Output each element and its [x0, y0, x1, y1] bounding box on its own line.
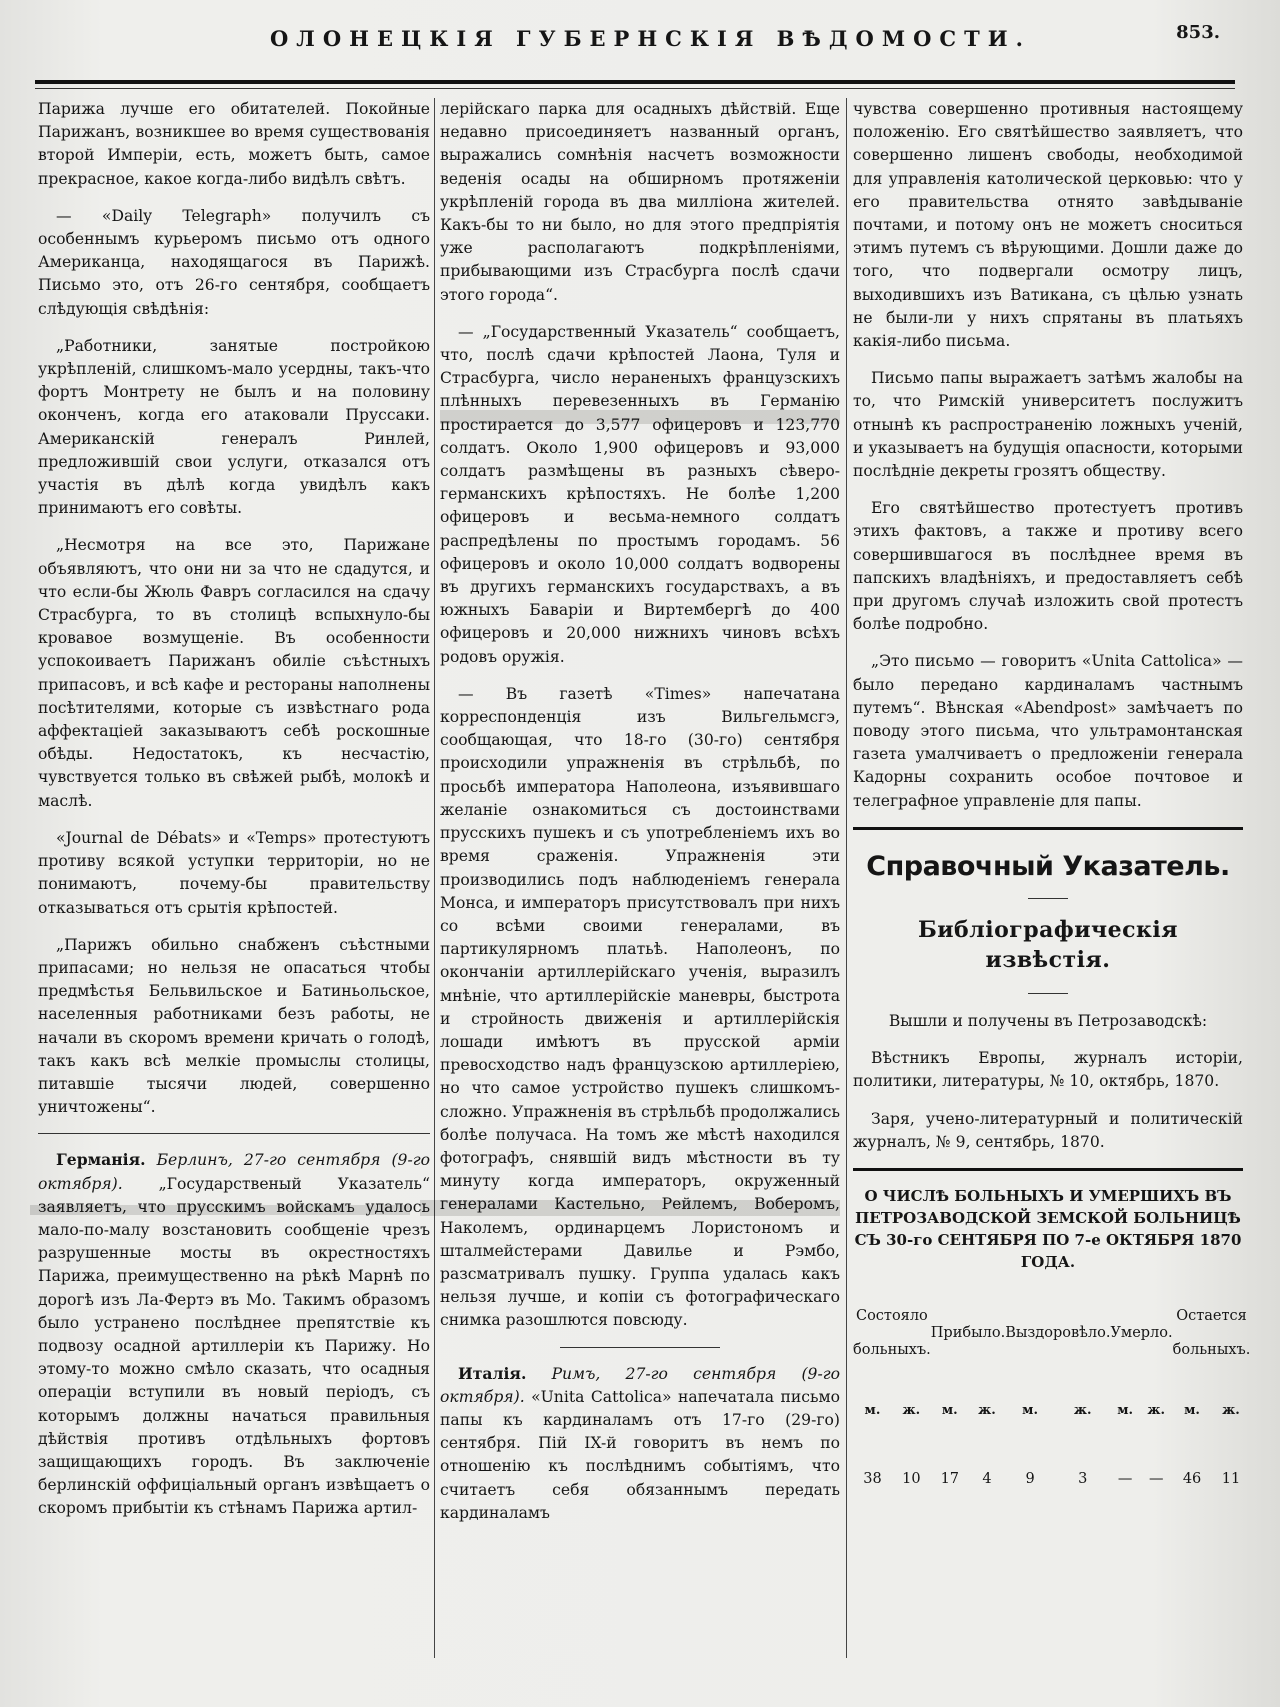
article-text: „Парижъ обильно снабженъ съѣстными припасами; но нельзя не опасаться чтобы предмѣстья Бельвильское и Батиньольское, населенныя работниками безъ работы, не начали въ скоромъ времени кричать о голодѣ, такъ какъ всѣ мелкіе промыслы столицы, питавшіе тысячи людей, совершенно уничтожены“.: [38, 935, 430, 1117]
sex-label: м.: [941, 1402, 958, 1418]
table-row: [853, 1428, 1250, 1497]
section-heading: Италія.: [458, 1363, 527, 1383]
bibliography-heading: Библіографическія извѣстія.: [917, 916, 1179, 973]
table-cell: 17: [940, 1471, 960, 1488]
column-3: [853, 98, 1251, 1497]
bibliography-intro: Вышли и получены въ Петрозаводскѣ:: [888, 1011, 1208, 1030]
column-2: [440, 98, 840, 1539]
column-divider: [434, 98, 435, 1658]
short-divider: [1028, 898, 1068, 899]
article-text: — „Государственный Указатель“ сообщаетъ, что, послѣ сдачи крѣпостей Лаона, Туля и Страсбурга, число нераненыхъ французскихъ плѣнныхъ перевезенныхъ въ Германію простирается до 3,577 офицеровъ и 123,770 солдатъ. Около 1,900 офицеровъ и 93,000 солдатъ размѣщены въ разныхъ сѣверо-германскихъ крѣпостяхъ. Не болѣе 1,200 офицеровъ и весьма-немного солдатъ распредѣлены по простымъ городамъ. 56 офицеровъ и около 10,000 солдатъ водворены въ другихъ германскихъ государствахъ, а въ южныхъ Баваріи и Виртембергѣ до 400 офицеровъ и 20,000 нижнихъ чиновъ всѣхъ родовъ оружія.: [440, 322, 840, 666]
table-cell: —: [1148, 1471, 1164, 1488]
sex-label: м.: [864, 1402, 881, 1418]
sex-label: м.: [1117, 1402, 1134, 1418]
germany-section: [38, 1148, 430, 1520]
article-text: „Государственый Указатель“ заявляетъ, что прусскимъ войскамъ удалось мало-по-малу возстановить сообщеніе чрезъ разрушенные мосты въ окрестностяхъ Парижа, преимущественно на рѣкѣ Марнѣ по дорогѣ изъ Ла-Фертэ въ Мо. Такимъ образомъ было устранено послѣднее препятствіе къ подвозу осадной артиллеріи къ Парижу. Но этому-то можно смѣло сказать, что осадныя операціи вступили въ новый періодъ, съ которымъ должны начаться правильныя дѣйствія противъ отдѣльныхъ фортовъ защищающихъ городъ. Въ заключеніе берлинскій оффиціальный органъ извѣщаетъ о скоромъ прибытіи къ стѣнамъ Парижа артил-: [38, 1174, 430, 1518]
section-rule: [853, 827, 1243, 830]
dateline: Берлинъ, 27-го сентября (9-го октября).: [38, 1151, 430, 1193]
article-text: „Это письмо — говоритъ «Unita Cattolica» — было передано кардиналамъ частнымъ путемъ“. Вѣнская «Abendpost» замѣчаетъ по поводу этого письма, что ультрамонтанская газета умалчиваетъ о предложеніи генерала Кадорны сохранить особое почтовое и телеграфное управленіе для папы.: [853, 652, 1243, 810]
column-divider: [846, 98, 847, 1658]
sex-label: ж.: [1222, 1402, 1240, 1418]
table-cell: 38: [863, 1471, 882, 1488]
table-header-row: [853, 1293, 1250, 1373]
table-cell: 10: [902, 1471, 921, 1488]
column-header: Прибыло.: [930, 1324, 1006, 1341]
italy-section: [440, 1362, 840, 1525]
article-text: „Несмотря на все это, Парижане объявляютъ, что они ни за что не сдадутся, и что если-бы Жюль Фавръ согласился на сдачу Страсбурга, то въ столицѣ вспыхнуло-бы кровавое возмущеніе. Въ особенности успокоиваетъ Парижанъ обиліе съѣстныхъ припасовъ, и всѣ кафе и рестораны наполнены посѣтителями, которые съ извѣстнаго рода аффектаціей заказываютъ себѣ роскошные обѣды. Недостатокъ, къ несчастію, чувствуется только въ свѣжей рыбѣ, молокѣ и маслѣ.: [38, 536, 430, 810]
dateline: Римъ, 27-го сентября (9-го октября).: [440, 1364, 840, 1406]
table-cell: 9: [1025, 1471, 1035, 1488]
article-text: — Въ газетѣ «Times» напечатана корреспонденція изъ Вильгельмсгэ, сообщающая, что 18-го (30-го) сентября происходили упражненія въ стрѣльбѣ, по просьбѣ императора Наполеона, изъявившаго желаніе ознакомиться съ достоинствами прусскихъ пушекъ и съ употребленіемъ ихъ во время сраженія. Упражненія эти производились подъ наблюденіемъ генерала Монса, и императоръ присутствовалъ при нихъ со всѣми своими генералами, въ партикулярномъ платьѣ. Наполеонъ, по окончаніи артиллерійскаго ученія, выразилъ мнѣніе, что артиллерійскіе маневры, быстрота и стройность движенія и артиллерійскія лошади имѣютъ въ прусской арміи превосходство надъ французскою артиллеріею, но что самое устройство пушекъ слишкомъ-сложно. Упражненія въ стрѣльбѣ продолжались болѣе получаса. На томъ же мѣстѣ находился фотографъ, снявшій видъ мѣстности въ ту минуту когда императоръ, окруженный генералами Кастельно, Рейлемъ, Воберомъ, Наколемъ, ординарцемъ Лористономъ и шталмейстерами Давилье и Рэмбо, разсматривалъ пушку. Группа удалась какъ нельзя лучше, и копіи съ фотографическаго снимка разошлются повсюду.: [440, 684, 840, 1330]
sex-label: ж.: [902, 1402, 921, 1418]
sex-label: ж.: [1147, 1402, 1166, 1418]
column-header: Выздоровѣло.: [1005, 1324, 1111, 1341]
section-divider: [560, 1347, 720, 1348]
column-header: Умерло.: [1110, 1324, 1173, 1341]
sex-label: м.: [1184, 1402, 1200, 1418]
table-cell: 46: [1182, 1471, 1202, 1488]
section-heading: Германія.: [56, 1150, 146, 1170]
column-header: Остается больныхъ.: [1172, 1307, 1251, 1358]
table-sex-row: [853, 1373, 1250, 1428]
table-cell: 3: [1078, 1471, 1088, 1488]
article-text: Письмо папы выражаетъ затѣмъ жалобы на то, что Римскій университетъ послужитъ отнынѣ къ распространенію ложныхъ ученій, и указываетъ на будущія опасности, которыми послѣдніе декреты грозятъ обществу.: [853, 369, 1243, 481]
section-rule: [853, 1168, 1243, 1171]
page-number: 853.: [1176, 22, 1220, 43]
table-cell: 11: [1221, 1471, 1241, 1488]
column-1: [38, 98, 430, 1535]
section-divider: [38, 1133, 430, 1134]
header-rule: [35, 80, 1235, 84]
masthead: [60, 18, 1220, 58]
article-text: «Unita Cattolica» напечатала письмо папы къ кардиналамъ отъ 17-го (29-го) сентября. Пій IX-й говоритъ въ немъ по отношенію къ послѣднимъ событіямъ, что считаетъ себя обязаннымъ передать кардиналамъ: [440, 1387, 840, 1522]
article-text: Парижа лучше его обитателей. Покойные Парижанъ, возникшее во время существованія второй Имперіи, есть, можетъ быть, самое прекрасное, какое когда-либо видѣлъ свѣтъ.: [38, 100, 430, 188]
sex-label: м.: [1022, 1402, 1038, 1418]
article-text: „Работники, занятые постройкою укрѣпленій, слишкомъ-мало усердны, такъ-что фортъ Монтретy не былъ и на половину оконченъ, когда его атаковали Пруссаки. Американскій генералъ Ринлей, предложившій свои услуги, отказался отъ участія въ дѣлѣ когда увидѣлъ какъ принимаютъ его совѣты.: [38, 336, 430, 518]
header-rule-thin: [35, 88, 1235, 89]
column-header: Состояло больныхъ.: [853, 1307, 931, 1358]
article-text: чувства совершенно противныя настоящему положенію. Его святѣйшество заявляетъ, что совершенно лишенъ свободы, необходимой для управленія католической церковью: что у его правительства отнято завѣдываніе почтами, и потому онъ не можетъ сноситься этимъ путемъ съ вѣрующими. Дошли даже до того, что подвергали осмотру лицъ, выходившихъ изъ Ватикана, съ цѣлью узнать не были-ли у нихъ спрятаны въ платьяхъ какія-либо письма.: [853, 100, 1243, 351]
article-text: — «Daily Telegraph» получилъ съ особеннымъ курьеромъ письмо отъ одного Американца, находящагося въ Парижѣ. Письмо это, отъ 26-го сентября, сообщаетъ слѣдующія свѣдѣнія:: [38, 206, 430, 318]
table-cell: —: [1117, 1471, 1133, 1488]
article-text: Его святѣйшество протестуетъ противъ этихъ фактовъ, а также и противу всего совершившагося въ послѣднее время въ папскихъ владѣніяхъ, и предоставляетъ себѣ при другомъ случаѣ изложить свой протестъ болѣе подробно.: [853, 499, 1243, 634]
sex-label: ж.: [978, 1402, 996, 1418]
bibliography-entry: Вѣстникъ Европы, журналъ исторіи, политики, литературы, № 10, октябрь, 1870.: [853, 1049, 1243, 1091]
bibliography-entry: Заря, учено-литературный и политическій журналъ, № 9, сентябрь, 1870.: [853, 1109, 1243, 1151]
hospital-table: [853, 1293, 1250, 1497]
hospital-report-title: О ЧИСЛѢ БОЛЬНЫХЪ И УМЕРШИХЪ ВЪ ПЕТРОЗАВОДСКОЙ ЗЕМСКОЙ БОЛЬНИЦѢ СЪ 30-го СЕНТЯБРЯ ПО 7-е ОКТЯБРЯ 1870 ГОДА.: [854, 1186, 1242, 1271]
article-text: лерійскаго парка для осадныхъ дѣйствій. Еще недавно присоединяетъ названный органъ, выражались сомнѣнія насчетъ возможности веденія осады на обширномъ протяженіи укрѣпленій города въ два милліона жителей. Какъ-бы то ни было, но для этого предпріятія уже располагаютъ подкрѣпленіями, прибывающими изъ Страсбурга послѣ сдачи этого города“.: [440, 100, 840, 304]
reference-heading: Справочный Указатель.: [866, 850, 1230, 882]
newspaper-title: ОЛОНЕЦКІЯ ГУБЕРНСКІЯ ВѢДОМОСТИ.: [270, 26, 1031, 51]
short-divider: [1028, 993, 1068, 994]
table-cell: 4: [982, 1471, 992, 1488]
article-text: «Journal de Débats» и «Temps» протестуютъ противу всякой уступки территоріи, но не понимаютъ, почему-бы правительству отказываться отъ срытія крѣпостей.: [38, 828, 430, 917]
sex-label: ж.: [1073, 1402, 1092, 1418]
